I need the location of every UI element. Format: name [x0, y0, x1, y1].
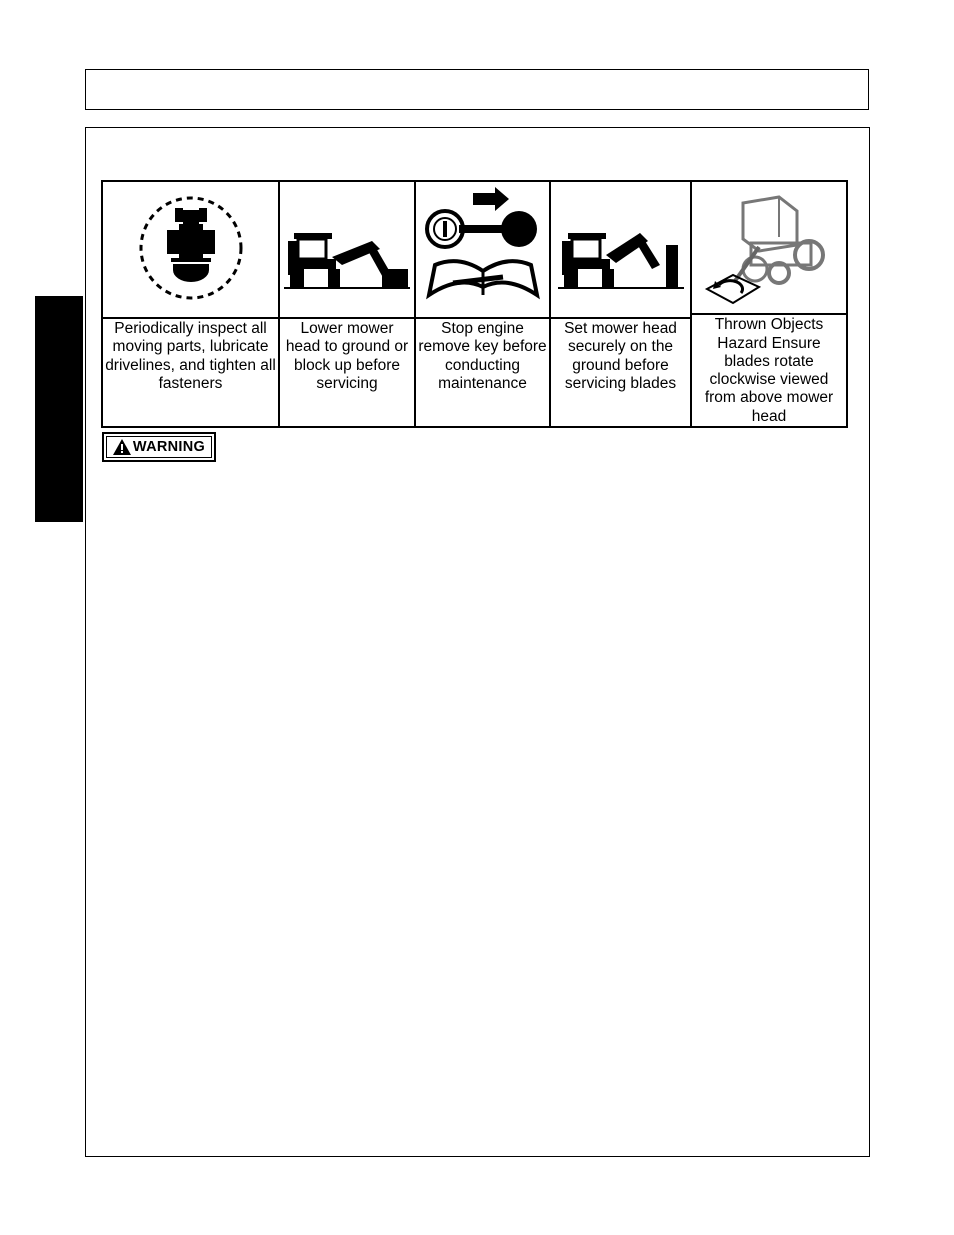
mower-head-on-ground-icon [551, 182, 690, 319]
warning-triangle-icon [113, 439, 131, 455]
lowered-mower-head-icon [280, 182, 414, 319]
decal-panel-thrown-objects [692, 182, 846, 426]
page-header-box [85, 69, 869, 110]
thrown-objects-rotation-icon [692, 182, 846, 315]
decal-caption: Periodically inspect all moving parts, lubricate drivelines, and tighten all fasteners [105, 320, 276, 392]
section-side-tab [35, 296, 83, 522]
tractor-inspection-icon [103, 182, 278, 319]
safety-decal [101, 180, 848, 428]
warning-badge [102, 432, 216, 462]
decal-panel-set-head [551, 182, 692, 426]
decal-panel-inspect [103, 182, 280, 426]
decal-caption: Set mower head securely on the ground before servicing blades [564, 320, 677, 392]
decal-caption: Lower mower head to ground or block up before servicing [285, 320, 409, 392]
decal-caption: Stop engine remove key before conducting maintenance [418, 320, 547, 392]
key-and-manual-icon [416, 182, 549, 319]
warning-label: WARNING [132, 439, 206, 455]
decal-panel-stop-engine [416, 182, 551, 426]
decal-panel-lower-head [280, 182, 416, 426]
decal-caption: Thrown Objects Hazard Ensure blades rotate clockwise viewed from above mower head [704, 316, 834, 425]
